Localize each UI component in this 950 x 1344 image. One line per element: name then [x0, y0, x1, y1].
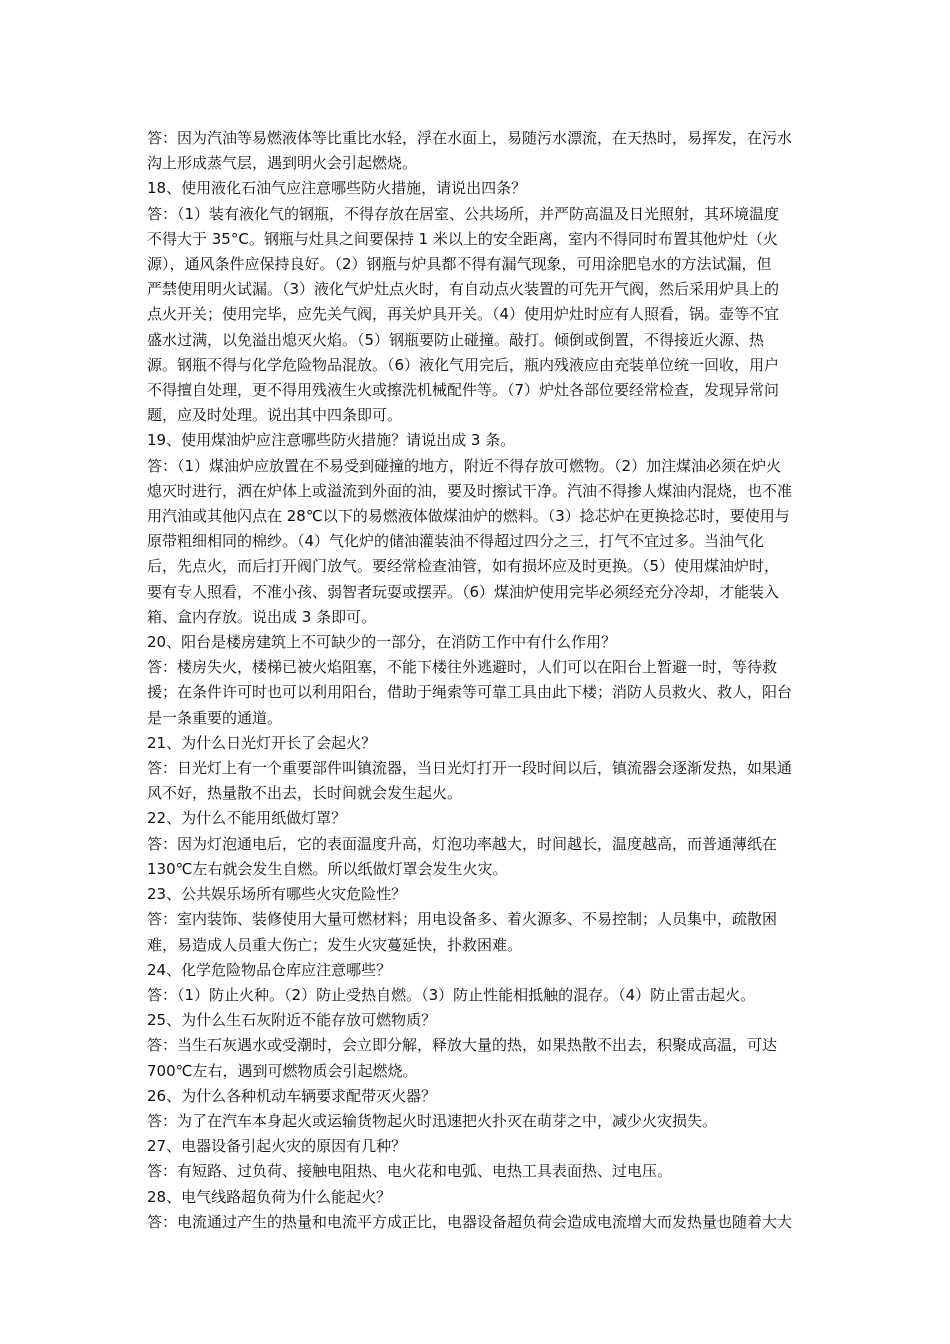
text-line: 26、为什么各种机动车辆要求配带灭火器？	[147, 1086, 437, 1105]
text-line: 答：电流通过产生的热量和电流平方成正比，电器设备超负荷会造成电流增大而发热量也随着大大	[147, 1212, 793, 1231]
document-page	[147, 126, 867, 1235]
text-line: 源），通风条件应保持良好。（2）钢瓶与炉具都不得有漏气现象，可用涂肥皂水的方法试漏，但	[147, 255, 772, 274]
text-line: 答：为了在汽车本身起火或运输货物起火时迅速把火扑灭在萌芽之中，减少火灾损失。	[147, 1111, 718, 1130]
text-line: 熄灭时进行，洒在炉体上或溢流到外面的油，要及时擦试干净。汽油不得掺人煤油内混烧，也不准	[147, 481, 793, 500]
text-line: 28、电气线路超负荷为什么能起火？	[147, 1187, 392, 1206]
text-line: 答：有短路、过负荷、接触电阻热、电火花和电弧、电热工具表面热、过电压。	[147, 1162, 673, 1181]
text-line: 要有专人照看，不准小孩、弱智者玩耍或摆弄。（6）煤油炉使用完毕必须经充分冷却，才能装入	[147, 582, 780, 601]
text-line: 25、为什么生石灰附近不能存放可燃物质？	[147, 1011, 437, 1030]
text-line: 后，先点火，而后打开阀门放气。要经常检查油管，如有损坏应及时更换。（5）使用煤油炉时，	[147, 557, 780, 576]
text-line: 130℃左右就会发生自燃。所以纸做灯罩会发生火灾。	[147, 859, 508, 878]
text-line: 24、化学危险物品仓库应注意哪些？	[147, 960, 392, 979]
text-line: 23、公共娱乐场所有哪些火灾危险性？	[147, 885, 407, 904]
text-line: 风不好，热量散不出去，长时间就会发生起火。	[147, 784, 463, 803]
text-line: 答：（1）装有液化气的钢瓶，不得存放在居室、公共场所，并严防高温及日光照射，其环境温度	[147, 204, 780, 223]
text-line: 箱、盒内存放。说出成 3 条即可。	[147, 607, 377, 626]
text-line: 27、电器设备引起火灾的原因有几种？	[147, 1137, 407, 1156]
text-line: 原带粗细相同的棉纱。（4）气化炉的储油灌装油不得超过四分之三，打气不宜过多。当油气化	[147, 532, 765, 551]
text-line: 不得擅自处理，更不得用残液生火或擦洗机械配件等。（7）炉灶各部位要经常检查，发现异常问	[147, 381, 780, 400]
text-line: 答：日光灯上有一个重要部件叫镇流器，当日光灯打开一段时间以后，镇流器会逐渐发热，如果通	[147, 759, 793, 778]
text-line: 源。钢瓶不得与化学危险物品混放。（6）液化气用完后，瓶内残液应由充装单位统一回收，用户	[147, 355, 780, 374]
text-line: 700℃左右，遇到可燃物质会引起燃烧。	[147, 1061, 418, 1080]
text-line: 20、阳台是楼房建筑上不可缺少的一部分，在消防工作中有什么作用？	[147, 633, 617, 652]
text-line: 22、为什么不能用纸做灯罩？	[147, 809, 347, 828]
text-line: 答：（1）防止火种。（2）防止受热自燃。（3）防止性能相抵触的混存。（4）防止雷击起火。	[147, 985, 756, 1004]
text-line: 是一条重要的通道。	[147, 708, 283, 727]
text-line: 严禁使用明火试漏。（3）液化气炉灶点火时，有自动点火装置的可先开气阀，然后采用炉具上的	[147, 280, 780, 299]
text-line: 18、使用液化石油气应注意哪些防火措施，请说出四条？	[147, 179, 527, 198]
text-line: 不得大于 35°C。钢瓶与灶具之间要保持 1 米以上的安全距离，室内不得同时布置其他炉灶（火	[147, 229, 778, 248]
text-line: 答：因为灯泡通电后，它的表面温度升高，灯泡功率越大，时间越长，温度越高，而普通薄纸在	[147, 834, 778, 853]
text-line: 援；在条件许可时也可以利用阳台，借助于绳索等可靠工具由此下楼；消防人员救火、救人，阳台	[147, 683, 793, 702]
text-line: 答：因为汽油等易燃液体等比重比水轻，浮在水面上，易随污水漂流，在天热时，易挥发，在污水	[147, 129, 793, 147]
text-line: 难，易造成人员重大伤亡；发生火灾蔓延快，扑救困难。	[147, 935, 523, 954]
text-line: 答：当生石灰遇水或受潮时，会立即分解，释放大量的热，如果热散不出去，积聚成高温，可达	[147, 1036, 778, 1055]
text-line: 答：（1）煤油炉应放置在不易受到碰撞的地方，附近不得存放可燃物。（2）加注煤油必须在炉火	[147, 456, 782, 475]
text-line: 点火开关；使用完毕，应先关气阀，再关炉具开关。（4）使用炉灶时应有人照看，锅。壶等不宜	[147, 305, 780, 324]
text-line: 题，应及时处理。说出其中四条即可。	[147, 406, 403, 425]
text-line: 沟上形成蒸气层，遇到明火会引起燃烧。	[147, 154, 418, 173]
text-line: 19、使用煤油炉应注意哪些防火措施？请说出成 3 条。	[147, 431, 516, 450]
text-line: 答：室内装饰、装修使用大量可燃材料；用电设备多、着火源多、不易控制；人员集中，疏散困	[147, 910, 778, 929]
text-line: 盛水过满，以免溢出熄灭火焰。（5）钢瓶要防止碰撞。敲打。倾倒或倒置，不得接近火源、热	[147, 330, 765, 349]
text-line: 用汽油或其他闪点在 28℃以下的易燃液体做煤油炉的燃料。（3）捻芯炉在更换捻芯时，要使用与	[147, 507, 790, 526]
text-line: 答：楼房失火，楼梯已被火焰阻塞，不能下楼往外逃避时，人们可以在阳台上暂避一时，等待救	[147, 658, 778, 677]
text-line: 21、为什么日光灯开长了会起火？	[147, 733, 377, 752]
